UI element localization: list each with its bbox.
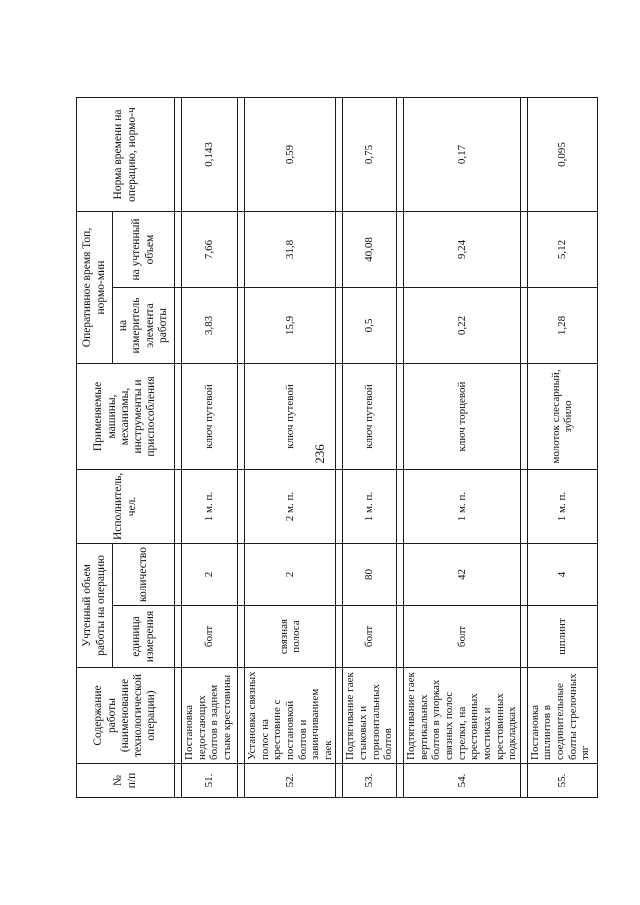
operations-table bbox=[76, 97, 598, 798]
row-unit: болт bbox=[404, 606, 521, 668]
row-unit: болт bbox=[182, 606, 238, 668]
row-unit: шплинт bbox=[527, 606, 597, 668]
page-number: 236 bbox=[312, 444, 327, 464]
row-quantity: 2 bbox=[182, 544, 238, 606]
row-num: 53. bbox=[343, 764, 397, 798]
row-tool: молоток слесарный, зубило bbox=[527, 364, 597, 470]
row-tool: ключ торцевой bbox=[404, 364, 521, 470]
row-content: Постановка шплинтов в соединительные болты стрелочных тяг bbox=[527, 668, 597, 764]
header-quantity: количество bbox=[113, 544, 175, 606]
row-tool: ключ путевой bbox=[343, 364, 397, 470]
row-num: 54. bbox=[404, 764, 521, 798]
table-row bbox=[182, 98, 238, 798]
row-quantity: 80 bbox=[343, 544, 397, 606]
header-executor: Исполнитель, чел. bbox=[77, 470, 175, 544]
row-executor: 1 м. п. bbox=[404, 470, 521, 544]
row-executor: 1 м. п. bbox=[182, 470, 238, 544]
header-volume-group: Учтенный объем работы на операцию bbox=[77, 544, 113, 668]
row-tool: ключ путевой bbox=[245, 364, 336, 470]
row-executor: 2 м. п. bbox=[245, 470, 336, 544]
row-executor: 1 м. п. bbox=[527, 470, 597, 544]
header-time-per-volume: на учтенный объем bbox=[113, 212, 175, 288]
row-unit: болт bbox=[343, 606, 397, 668]
row-content: Постановка недостающих болтов в заднем стыке крестовины bbox=[182, 668, 238, 764]
header-time-group: Оперативное время Топ, нормо-мин bbox=[77, 212, 113, 364]
header-content: Содержание работы (наименование технологической операции) bbox=[77, 668, 175, 764]
rotated-table-container bbox=[76, 98, 592, 798]
row-num: 55. bbox=[527, 764, 597, 798]
header-num: № п/п bbox=[77, 764, 175, 798]
row-norm: 0,17 bbox=[404, 98, 521, 212]
row-norm: 0,143 bbox=[182, 98, 238, 212]
header-time-per-element: на измеритель элемента работы bbox=[113, 288, 175, 364]
row-quantity: 2 bbox=[245, 544, 336, 606]
row-time-per-element: 3,83 bbox=[182, 288, 238, 364]
row-time-per-volume: 40,08 bbox=[343, 212, 397, 288]
row-time-per-volume: 31,8 bbox=[245, 212, 336, 288]
row-time-per-element: 1,28 bbox=[527, 288, 597, 364]
row-time-per-volume: 9,24 bbox=[404, 212, 521, 288]
row-content: Подтягивание гаек вертикальных болтов в упорках связных полос стрелки, на крестовинных мостиках и крестовинных подкладках bbox=[404, 668, 521, 764]
row-quantity: 4 bbox=[527, 544, 597, 606]
row-content: Подтягивание гаек стыковых и горизонтальных болтов bbox=[343, 668, 397, 764]
row-norm: 0,59 bbox=[245, 98, 336, 212]
row-num: 51. bbox=[182, 764, 238, 798]
row-executor: 1 м. п. bbox=[343, 470, 397, 544]
row-time-per-element: 0,5 bbox=[343, 288, 397, 364]
row-content: Установка связных полос на крестовине с постановкой болтов и завинчиванием гаек bbox=[245, 668, 336, 764]
row-time-per-element: 15,9 bbox=[245, 288, 336, 364]
header-unit: единица измерения bbox=[113, 606, 175, 668]
row-quantity: 42 bbox=[404, 544, 521, 606]
table-row bbox=[343, 98, 397, 798]
table-row bbox=[404, 98, 521, 798]
row-time-per-element: 0,22 bbox=[404, 288, 521, 364]
row-norm: 0,095 bbox=[527, 98, 597, 212]
row-tool: ключ путевой bbox=[182, 364, 238, 470]
row-time-per-volume: 7,66 bbox=[182, 212, 238, 288]
header-norm: Норма времени на операцию, нормо-ч bbox=[77, 98, 175, 212]
table-row bbox=[527, 98, 597, 798]
header-machines: Применяемые машины, механизмы, инструменты и приспособления bbox=[77, 364, 175, 470]
table-row bbox=[245, 98, 336, 798]
row-time-per-volume: 5,12 bbox=[527, 212, 597, 288]
row-unit: связная полоса bbox=[245, 606, 336, 668]
row-norm: 0,75 bbox=[343, 98, 397, 212]
row-num: 52. bbox=[245, 764, 336, 798]
